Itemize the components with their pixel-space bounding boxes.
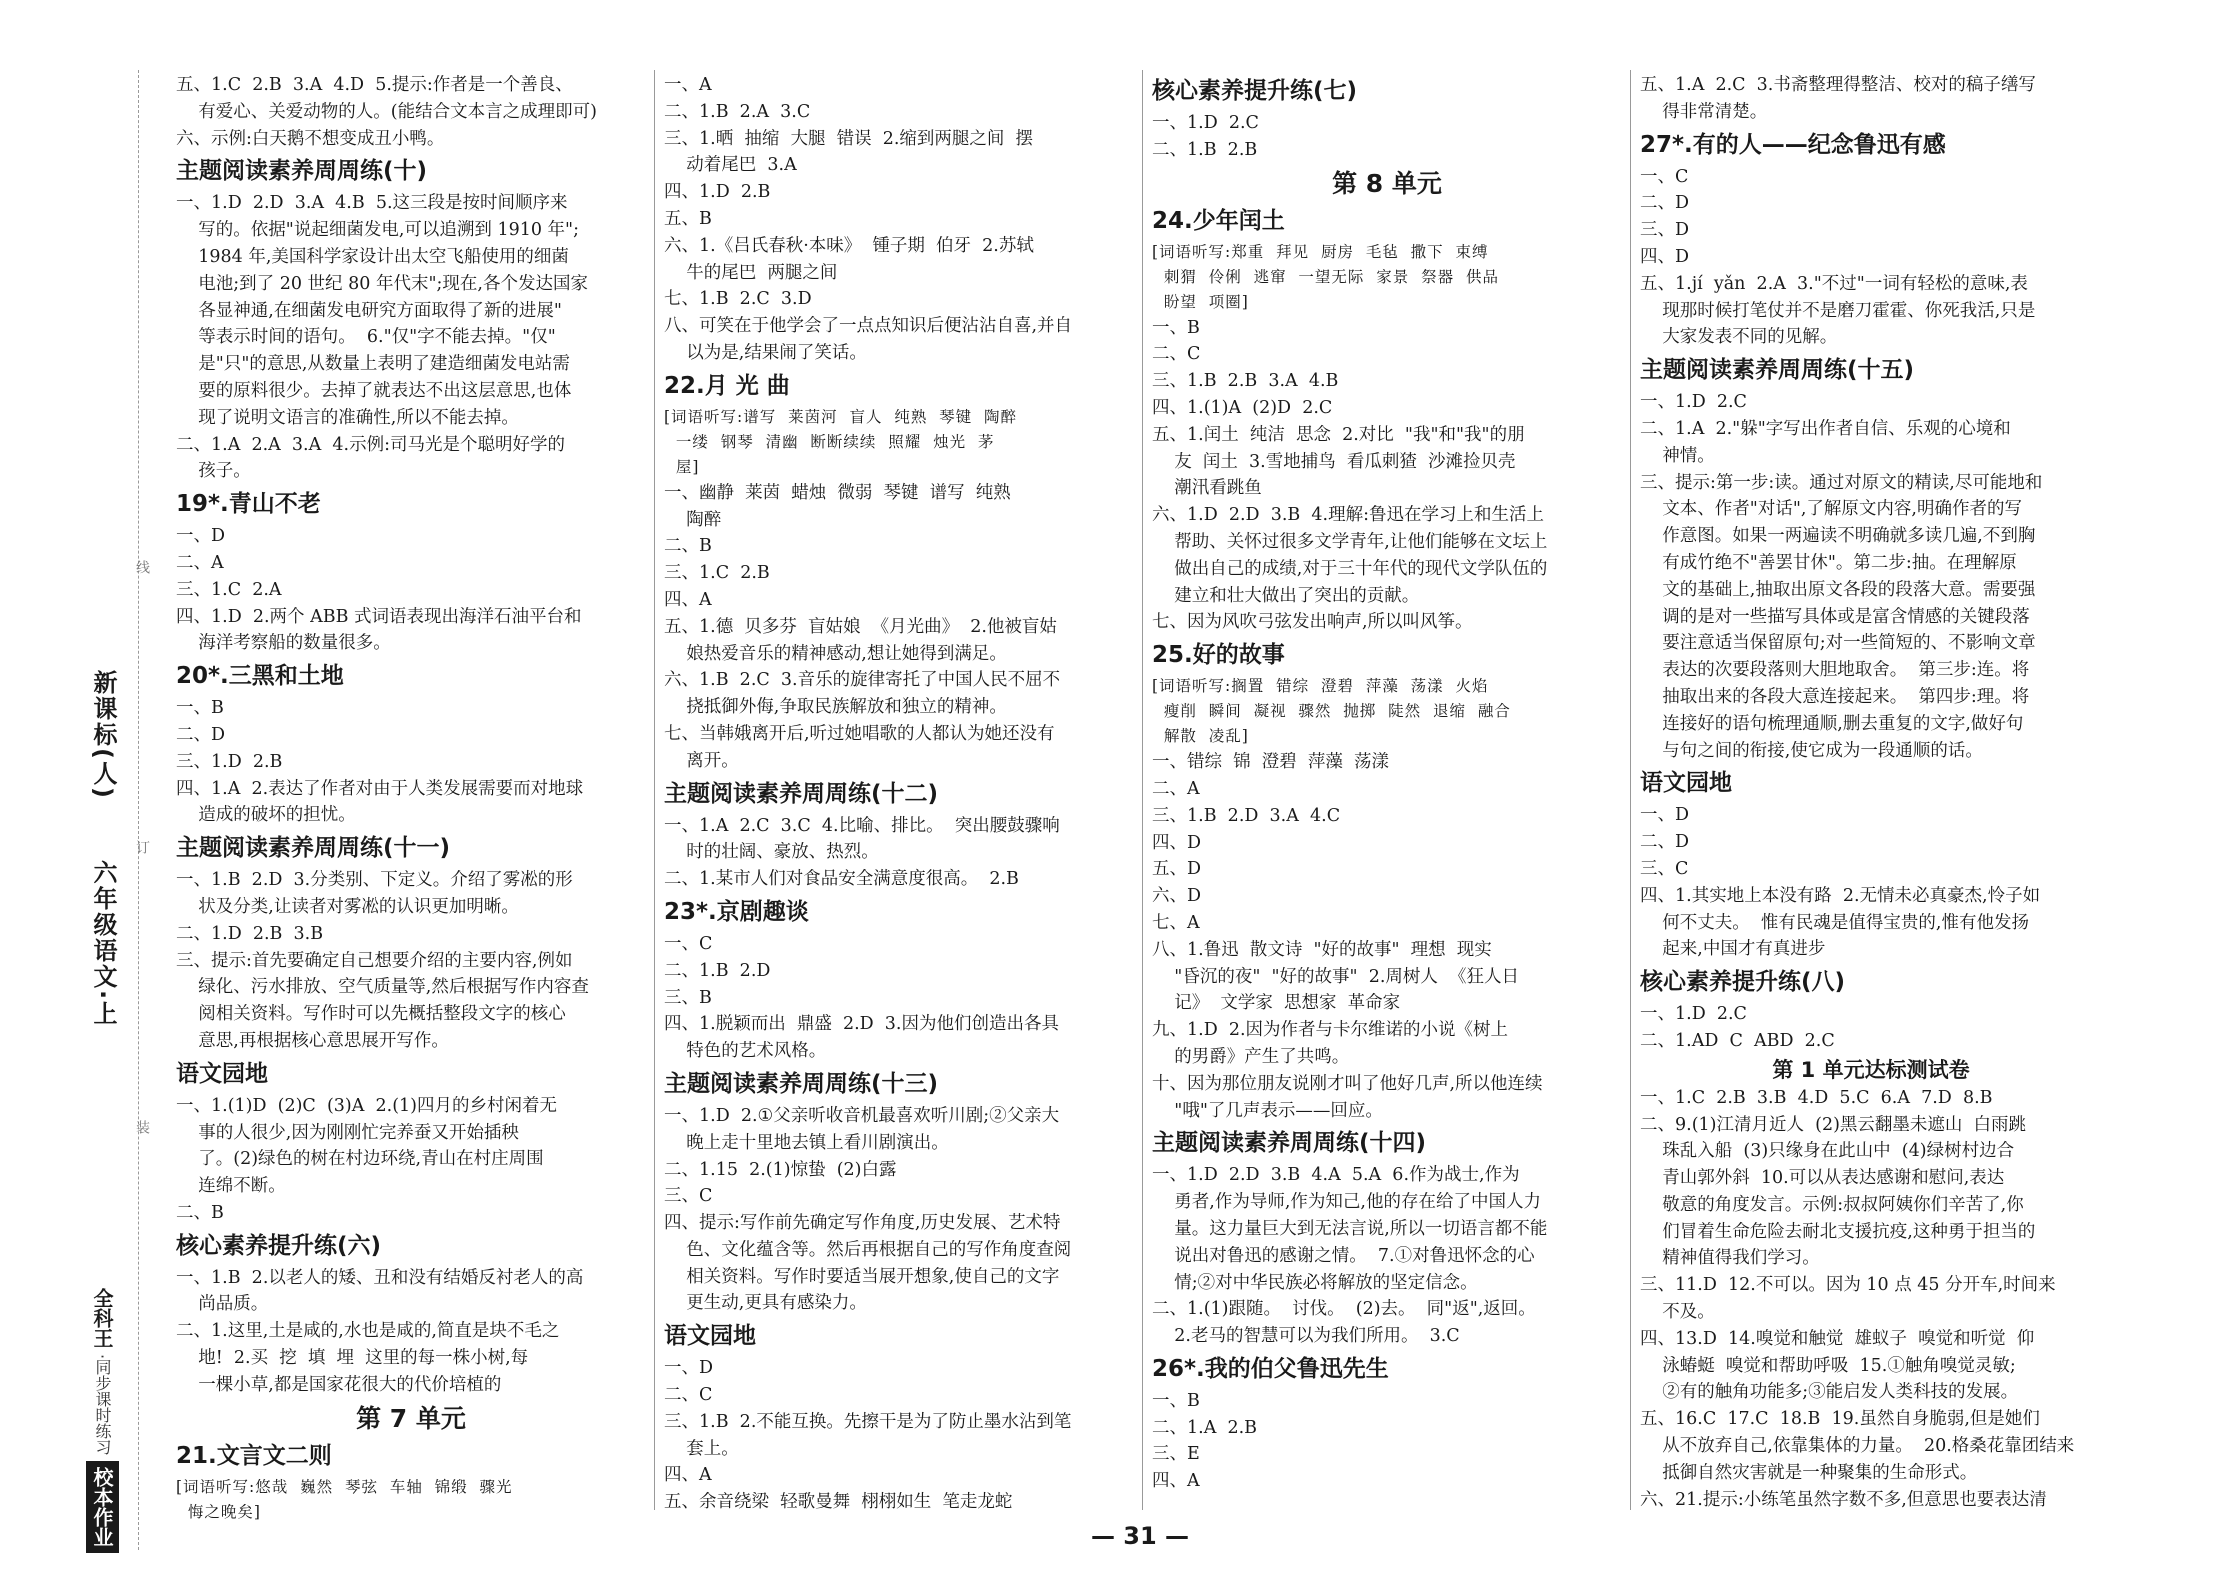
section-heading: 主题阅读素养周周练(十五) <box>1640 357 1915 384</box>
answer-line: 四、D <box>1640 246 1690 267</box>
answer-line: 二、C <box>1152 344 1201 365</box>
answer-line: 等表示时间的语句。 6."仅"字不能去掉。"仅" <box>176 327 556 348</box>
answer-line: 四、13.D 14.嗅觉和触觉 雄蚁子 嗅觉和听觉 仰 <box>1640 1328 2035 1349</box>
spine-mark-bind: 订 <box>134 840 150 854</box>
answer-line: 挠抵御外侮,争取民族解放和独立的精神。 <box>664 697 1007 718</box>
answer-line: 六、1.B 2.C 3.音乐的旋律寄托了中国人民不屈不 <box>664 670 1061 691</box>
answer-line: 二、1.A 2.B <box>1152 1417 1258 1438</box>
answer-line: 一、1.(1)D (2)C (3)A 2.(1)四月的乡村闲着无 <box>176 1095 557 1116</box>
answer-line: 地! 2.买 挖 填 埋 这里的每一株小树,每 <box>176 1348 529 1369</box>
answer-line: 现那时候打笔仗并不是磨刀霍霍、你死我活,只是 <box>1640 300 2036 321</box>
answer-line: 何不丈夫。 惟有民魂是值得宝贵的,惟有他发扬 <box>1640 912 2029 933</box>
answer-line: 一、1.D 2.D 3.A 4.B 5.这三段是按时间顺序来 <box>176 193 568 214</box>
answer-line: 抽取出来的各段大意连接起来。 第四步:理。将 <box>1640 686 2030 707</box>
column-divider <box>654 70 655 1510</box>
answer-line: 一、1.D 2.①父亲听收音机最喜欢听川剧;②父亲大 <box>664 1105 1060 1126</box>
answer-line: 二、1.B 2.D <box>664 960 771 981</box>
answer-line: 一、A <box>664 75 712 95</box>
answer-line: 意思,再根据核心意思展开写作。 <box>176 1030 449 1051</box>
answer-line: 二、1.(1)跟随。 讨伐。 (2)去。 同"返",返回。 <box>1152 1299 1536 1320</box>
answer-line: 七、A <box>1152 912 1200 933</box>
answer-line: 九、1.D 2.因为作者与卡尔维诺的小说《树上 <box>1152 1020 1509 1041</box>
answer-line: 三、11.D 12.不可以。因为 10 点 45 分开车,时间来 <box>1640 1275 2056 1296</box>
answer-line: "哦"了几声表示——回应。 <box>1152 1100 1383 1121</box>
answer-line: 造成的破坏的担忧。 <box>176 805 356 826</box>
answer-line: 三、E <box>1152 1444 1200 1465</box>
section-heading: 核心素养提升练(八) <box>1640 969 1846 996</box>
answer-line: 四、1.D 2.两个 ABB 式词语表现出海洋石油平台和 <box>176 606 582 627</box>
binding-spine <box>0 0 160 1573</box>
answer-line: 二、D <box>176 724 226 745</box>
answer-line: 一、D <box>176 526 226 547</box>
answer-line: 二、B <box>664 536 712 557</box>
answer-line: 孩子。 <box>176 461 251 482</box>
answer-line: 四、1.脱颖而出 鼎盛 2.D 3.因为他们创造出各具 <box>664 1014 1059 1035</box>
brand-subtitle: ·同步课时练习 <box>93 1353 112 1455</box>
answer-line: 表达的次要段落则大胆地取舍。 第三步:连。将 <box>1640 660 2030 681</box>
answer-line: 相关资料。写作时要适当展开想象,使自己的文字 <box>664 1266 1060 1287</box>
section-heading: 22.月 光 曲 <box>664 372 790 399</box>
answer-line: 说出对鲁迅的感谢之情。 7.①对鲁迅怀念的心 <box>1152 1245 1535 1266</box>
answer-line: 一、1.B 2.以老人的矮、丑和没有结婚反衬老人的高 <box>176 1267 584 1288</box>
dictation-line: 屋] <box>664 457 700 476</box>
answer-line: 一、D <box>664 1358 714 1379</box>
answer-line: 二、1.A 2.A 3.A 4.示例:司马光是个聪明好学的 <box>176 434 565 455</box>
answer-line: 二、D <box>1640 832 1690 853</box>
answer-line: 四、提示:写作前先确定写作角度,历史发展、艺术特 <box>664 1213 1061 1234</box>
column-divider <box>1630 70 1631 1510</box>
answer-line: 五、1.德 贝多芬 盲姑娘 《月光曲》 2.他被盲姑 <box>664 616 1057 637</box>
answer-column-4 <box>1640 72 2102 1513</box>
section-heading: 25.好的故事 <box>1152 642 1285 669</box>
answer-line: 一、C <box>664 933 713 954</box>
answer-line: 珠乱入船 (3)只缘身在此山中 (4)绿树村边合 <box>1640 1141 2015 1162</box>
answer-line: 三、1.B 2.B 3.A 4.B <box>1152 371 1339 392</box>
answer-line: 六、D <box>1152 886 1202 907</box>
answer-line: 四、1.D 2.B <box>664 182 771 203</box>
answer-line: 一、1.D 2.C <box>1152 113 1259 133</box>
answer-line: 二、1.这里,土是咸的,水也是咸的,简直是块不毛之 <box>176 1321 560 1342</box>
section-heading: 核心素养提升练(七) <box>1152 78 1358 104</box>
answer-line: 四、A <box>664 1465 712 1486</box>
answer-line: 潮汛看跳鱼 <box>1152 478 1262 499</box>
answer-line: 八、可笑在于他学会了一点点知识后便沾沾自喜,并自 <box>664 316 1073 337</box>
answer-line: 五、16.C 17.C 18.B 19.虽然自身脆弱,但是她们 <box>1640 1409 2040 1430</box>
answer-line: 文的基础上,抽取出原文各段的段落大意。需要强 <box>1640 579 2036 600</box>
spine-brand <box>86 1288 119 1553</box>
answer-line: 三、1.D 2.B <box>176 751 283 772</box>
answer-line: 情;②对中华民族必将解放的坚定信念。 <box>1152 1272 1478 1293</box>
section-heading: 主题阅读素养周周练(十三) <box>664 1070 939 1097</box>
answer-line: 三、D <box>1640 220 1690 241</box>
answer-line: 六、示例:白天鹅不想变成丑小鸭。 <box>176 128 445 149</box>
answer-line: 泳蝽蜓 嗅觉和帮助呼吸 15.①触角嗅觉灵敏; <box>1640 1355 2016 1376</box>
answer-line: 四、A <box>664 589 712 610</box>
answer-line: 七、1.B 2.C 3.D <box>664 289 812 310</box>
answer-line: 做出自己的成绩,对于三十年代的现代文学队伍的 <box>1152 558 1548 579</box>
answer-line: 三、提示:首先要确定自己想要介绍的主要内容,例如 <box>176 950 573 971</box>
answer-line: 一、B <box>1152 317 1200 338</box>
answer-line: 五、1.jí yǎn 2.A 3."不过"一词有轻松的意味,表 <box>1640 273 2028 294</box>
answer-line: 套上。 <box>664 1438 739 1459</box>
answer-line: 陶醉 <box>664 509 722 530</box>
answer-line: 起来,中国才有真进步 <box>1640 939 1826 960</box>
answer-line: 建立和壮大做出了突出的贡献。 <box>1152 585 1420 606</box>
answer-line: 一棵小草,都是国家花很大的代价培植的 <box>176 1374 502 1395</box>
answer-line: 二、1.A 2."躲"字写出作者自信、乐观的心境和 <box>1640 418 2011 439</box>
answer-line: 一、1.A 2.C 3.C 4.比喻、排比。 突出腰鼓骤响 <box>664 815 1060 836</box>
answer-line: 绿化、污水排放、空气质量等,然后根据写作内容查 <box>176 977 589 998</box>
spine-mark-pack: 装 <box>134 1120 150 1134</box>
answer-line: 四、D <box>1152 832 1202 853</box>
section-heading: 语文园地 <box>664 1323 756 1350</box>
answer-line: 五、D <box>1152 859 1202 880</box>
answer-line: 一、B <box>1152 1390 1200 1411</box>
brand-name: 全科王 <box>90 1287 114 1348</box>
answer-line: 三、提示:第一步:读。通过对原文的精读,尽可能地和 <box>1640 472 2043 493</box>
answer-line: 一、幽静 莱茵 蜡烛 微弱 琴键 谱写 纯熟 <box>664 482 1011 503</box>
answer-line: 们冒着生命危险去耐北支援抗疫,这种勇于担当的 <box>1640 1221 2036 1242</box>
section-heading: 27*.有的人——纪念鲁迅有感 <box>1640 131 1946 158</box>
section-heading: 24.少年闰土 <box>1152 207 1285 234</box>
answer-line: 阅相关资料。写作时可以先概括整段文字的核心 <box>176 1004 566 1025</box>
answer-line: 一、1.C 2.B 3.B 4.D 5.C 6.A 7.D 8.B <box>1640 1087 1993 1108</box>
answer-line: 一、错综 锦 澄碧 萍藻 荡漾 <box>1152 752 1390 773</box>
answer-line: 是"只"的意思,从数量上表明了建造细菌发电站需 <box>176 354 570 375</box>
answer-line: 现了说明文语言的准确性,所以不能去掉。 <box>176 407 519 428</box>
answer-line: 一、D <box>1640 805 1690 826</box>
answer-line: 六、21.提示:小练笔虽然字数不多,但意思也要表达清 <box>1640 1489 2047 1510</box>
answer-line: 二、1.AD C ABD 2.C <box>1640 1030 1835 1051</box>
section-heading: 第 1 单元达标测试卷 <box>1772 1057 1970 1082</box>
answer-line: 从不放弃自己,依靠集体的力量。 20.格桑花靠团结来 <box>1640 1436 2075 1457</box>
section-heading: 23*.京剧趣谈 <box>664 898 809 925</box>
answer-line: 五、B <box>664 208 712 229</box>
answer-line: 敬意的角度发言。示例:叔叔阿姨你们辛苦了,你 <box>1640 1194 2024 1215</box>
answer-line: 七、因为风吹弓弦发出响声,所以叫风筝。 <box>1152 612 1473 633</box>
answer-line: 时的壮阔、豪放、热烈。 <box>664 842 879 863</box>
answer-line: 各显神通,在细菌发电研究方面取得了新的进展" <box>176 300 562 321</box>
answer-line: 1984 年,美国科学家设计出太空飞船使用的细菌 <box>176 246 569 267</box>
section-heading: 第 7 单元 <box>356 1403 466 1433</box>
answer-line: 二、A <box>176 552 224 573</box>
spine-mark-line: 线 <box>134 560 150 574</box>
answer-line: 二、9.(1)江清月近人 (2)黑云翻墨未遮山 白雨跳 <box>1640 1114 2027 1135</box>
answer-line: 一、1.D 2.D 3.B 4.A 5.A 6.作为战士,作为 <box>1152 1165 1520 1186</box>
dictation-line: [词语听写:郑重 拜见 厨房 毛毡 撒下 束缚 <box>1152 242 1489 261</box>
answer-line: 2.老马的智慧可以为我们所用。 3.C <box>1152 1326 1460 1347</box>
answer-line: 四、1.其实地上本没有路 2.无情未必真豪杰,怜子如 <box>1640 885 2041 906</box>
answer-line: 帮助、关怀过很多文学青年,让他们能够在文坛上 <box>1152 531 1548 552</box>
answer-line: 十、因为那位朋友说刚才叫了他好几声,所以他连续 <box>1152 1073 1543 1094</box>
answer-line: 有爱心、关爱动物的人。(能结合文本言之成理即可) <box>176 101 597 122</box>
answer-line: 了。(2)绿色的树在村边环绕,青山在村庄周围 <box>176 1149 544 1170</box>
answer-line: 四、A <box>1152 1471 1200 1492</box>
answer-line: 写的。依据"说起细菌发电,可以追溯到 1910 年"; <box>176 220 579 241</box>
answer-line: 四、1.(1)A (2)D 2.C <box>1152 397 1333 418</box>
answer-column-1 <box>176 72 646 1525</box>
spine-subject: 六年级语文·上 <box>89 860 117 1028</box>
answer-line: 三、C <box>664 1186 713 1207</box>
answer-line: 二、1.某市人们对食品安全满意度很高。 2.B <box>664 869 1019 890</box>
answer-line: 三、B <box>664 987 712 1008</box>
answer-line: 动着尾巴 3.A <box>664 155 797 176</box>
spine-edition: 新课标(人) <box>89 670 117 800</box>
section-heading: 26*.我的伯父鲁迅先生 <box>1152 1355 1389 1382</box>
answer-line: 青山郭外斜 10.可以从表达感谢和慰问,表达 <box>1640 1168 2005 1189</box>
answer-line: ②有的触角功能多;③能启发人类科技的发展。 <box>1640 1382 2019 1403</box>
section-heading: 语文园地 <box>1640 770 1732 797</box>
answer-line: "昏沉的夜" "好的故事" 2.周树人 《狂人日 <box>1152 966 1520 987</box>
answer-line: 二、1.D 2.B 3.B <box>176 923 324 944</box>
answer-line: 二、1.B 2.A 3.C <box>664 101 811 122</box>
dictation-line: 盼望 项圈] <box>1152 292 1249 311</box>
answer-line: 抵御自然灾害就是一种聚集的生命形式。 <box>1640 1462 1978 1483</box>
answer-line: 二、B <box>176 1202 224 1223</box>
dictation-line: 瘦削 瞬间 凝视 骤然 抛掷 陡然 退缩 融合 <box>1152 702 1511 721</box>
answer-line: 与句之间的衔接,使它成为一段通顺的话。 <box>1640 740 1983 761</box>
answer-line: 的男爵》产生了共鸣。 <box>1152 1046 1350 1067</box>
answer-line: 连接好的语句梳理通顺,删去重复的文字,做好句 <box>1640 713 2024 734</box>
answer-line: 电池;到了 20 世纪 80 年代末";现在,各个发达国家 <box>176 273 588 294</box>
answer-line: 娘热爱音乐的精神感动,想让她得到满足。 <box>664 643 1007 664</box>
answer-line: 三、1.晒 抽缩 大腿 错误 2.缩到两腿之间 摆 <box>664 128 1034 149</box>
answer-line: 三、1.C 2.B <box>664 563 770 584</box>
answer-line: 六、1.D 2.D 3.B 4.理解:鲁迅在学习上和生活上 <box>1152 505 1544 526</box>
answer-line: 五、1.C 2.B 3.A 4.D 5.提示:作者是一个善良、 <box>176 75 573 95</box>
answer-line: 二、D <box>1640 193 1690 214</box>
answer-line: 一、1.D 2.C <box>1640 392 1747 413</box>
answer-line: 三、1.B 2.D 3.A 4.C <box>1152 805 1341 826</box>
answer-line: 五、1.A 2.C 3.书斋整理得整洁、校对的稿子缮写 <box>1640 75 2036 95</box>
binding-cut-line <box>138 70 139 1550</box>
section-heading: 20*.三黑和土地 <box>176 663 344 690</box>
answer-line: 有成竹绝不"善罢甘休"。第二步:抽。在理解原 <box>1640 552 2017 573</box>
answer-line: 三、1.C 2.A <box>176 579 282 600</box>
answer-line: 要的原料很少。去掉了就表达不出这层意思,也体 <box>176 380 572 401</box>
answer-line: 调的是对一些描写具体或是富含情感的关键段落 <box>1640 606 2030 627</box>
dictation-line: 刺猬 伶俐 逃窜 一望无际 家景 祭器 供品 <box>1152 267 1499 286</box>
answer-line: 神情。 <box>1640 445 1715 466</box>
answer-line: 晚上走十里地去镇上看川剧演出。 <box>664 1132 949 1153</box>
answer-line: 更生动,更具有感染力。 <box>664 1293 867 1314</box>
answer-line: 得非常清楚。 <box>1640 101 1768 122</box>
answer-line: 二、C <box>664 1385 713 1406</box>
answer-line: 记》 文学家 思想家 革命家 <box>1152 993 1401 1014</box>
dictation-line: [词语听写:搁置 错综 澄碧 萍藻 荡漾 火焰 <box>1152 677 1489 696</box>
answer-line: 事的人很少,因为刚刚忙完养蚕又开始插秧 <box>176 1122 519 1143</box>
answer-line: 三、1.B 2.不能互换。先擦干是为了防止墨水沾到笔 <box>664 1411 1072 1432</box>
answer-line: 友 闰土 3.雪地捕鸟 看瓜刺猹 沙滩捡贝壳 <box>1152 451 1516 472</box>
answer-line: 特色的艺术风格。 <box>664 1041 827 1062</box>
answer-line: 文本、作者"对话",了解原文内容,明确作者的写 <box>1640 499 2022 520</box>
answer-line: 离开。 <box>664 750 739 771</box>
section-heading: 主题阅读素养周周练(十) <box>176 158 428 185</box>
answer-line: 七、当韩娥离开后,听过她唱歌的人都认为她还没有 <box>664 723 1055 744</box>
section-heading: 语文园地 <box>176 1060 268 1087</box>
answer-line: 三、C <box>1640 858 1689 879</box>
answer-line: 牛的尾巴 两腿之间 <box>664 262 838 283</box>
section-heading: 19*.青山不老 <box>176 491 321 518</box>
dictation-line: 解散 凌乱] <box>1152 727 1249 746</box>
answer-line: 六、1.《吕氏春秋·本味》 锺子期 伯牙 2.苏轼 <box>664 235 1034 256</box>
dictation-line: 一缕 钢琴 清幽 断断续续 照耀 烛光 茅 <box>664 432 995 451</box>
section-heading: 主题阅读素养周周练(十二) <box>664 780 939 807</box>
section-heading: 主题阅读素养周周练(十四) <box>1152 1130 1427 1157</box>
answer-line: 色、文化蕴含等。然后再根据自己的写作角度查阅 <box>664 1239 1072 1260</box>
answer-line: 以为是,结果闹了笑话。 <box>664 342 867 363</box>
answer-line: 五、1.闰土 纯洁 思念 2.对比 "我"和"我"的朋 <box>1152 424 1525 445</box>
section-heading: 核心素养提升练(六) <box>176 1232 382 1259</box>
dictation-line: [词语听写:悠哉 巍然 琴弦 车轴 锦缎 骤光 <box>176 1477 513 1496</box>
answer-line: 大家发表不同的见解。 <box>1640 327 1838 348</box>
answer-line: 量。这力量巨大到无法言说,所以一切语言都不能 <box>1152 1218 1548 1239</box>
answer-line: 勇者,作为导师,作为知己,他的存在给了中国人力 <box>1152 1192 1541 1213</box>
answer-line: 尚品质。 <box>176 1294 269 1315</box>
answer-line: 一、1.B 2.D 3.分类别、下定义。介绍了雾凇的形 <box>176 870 573 891</box>
answer-line: 一、C <box>1640 166 1689 187</box>
section-heading: 第 8 单元 <box>1332 168 1442 198</box>
answer-line: 一、1.D 2.C <box>1640 1004 1747 1025</box>
column-divider <box>1142 70 1143 1510</box>
answer-line: 精神值得我们学习。 <box>1640 1248 1820 1269</box>
answer-column-2 <box>664 72 1134 1516</box>
answer-line: 五、余音绕梁 轻歌曼舞 栩栩如生 笔走龙蛇 <box>664 1492 1013 1513</box>
section-heading: 主题阅读素养周周练(十一) <box>176 835 451 862</box>
dictation-line: 悔之晚矣] <box>176 1502 261 1521</box>
answer-line: 作意图。如果一两遍读不明确就多读几遍,不到胸 <box>1640 526 2036 547</box>
dictation-line: [词语听写:谱写 莱茵河 盲人 纯熟 琴键 陶醉 <box>664 407 1018 426</box>
answer-line: 八、1.鲁迅 散文诗 "好的故事" 理想 现实 <box>1152 939 1492 960</box>
section-heading: 21.文言文二则 <box>176 1442 332 1469</box>
answer-line: 四、1.A 2.表达了作者对由于人类发展需要而对地球 <box>176 778 584 799</box>
answer-line: 要注意适当保留原句;对一些简短的、不影响文章 <box>1640 633 2036 654</box>
answer-line: 二、1.15 2.(1)惊蛰 (2)白露 <box>664 1159 897 1180</box>
answer-line: 状及分类,让读者对雾凇的认识更加明晰。 <box>176 896 519 917</box>
answer-line: 一、B <box>176 698 224 719</box>
answer-line: 二、A <box>1152 778 1200 799</box>
brand-tag: 校本作业 <box>86 1461 119 1553</box>
answer-line: 不及。 <box>1640 1302 1715 1323</box>
answer-line: 二、1.B 2.B <box>1152 139 1258 160</box>
answer-line: 连绵不断。 <box>176 1176 286 1197</box>
page-number: — 31 — <box>1090 1522 1190 1550</box>
answer-line: 海洋考察船的数量很多。 <box>176 633 391 654</box>
answer-column-3 <box>1152 72 1622 1495</box>
